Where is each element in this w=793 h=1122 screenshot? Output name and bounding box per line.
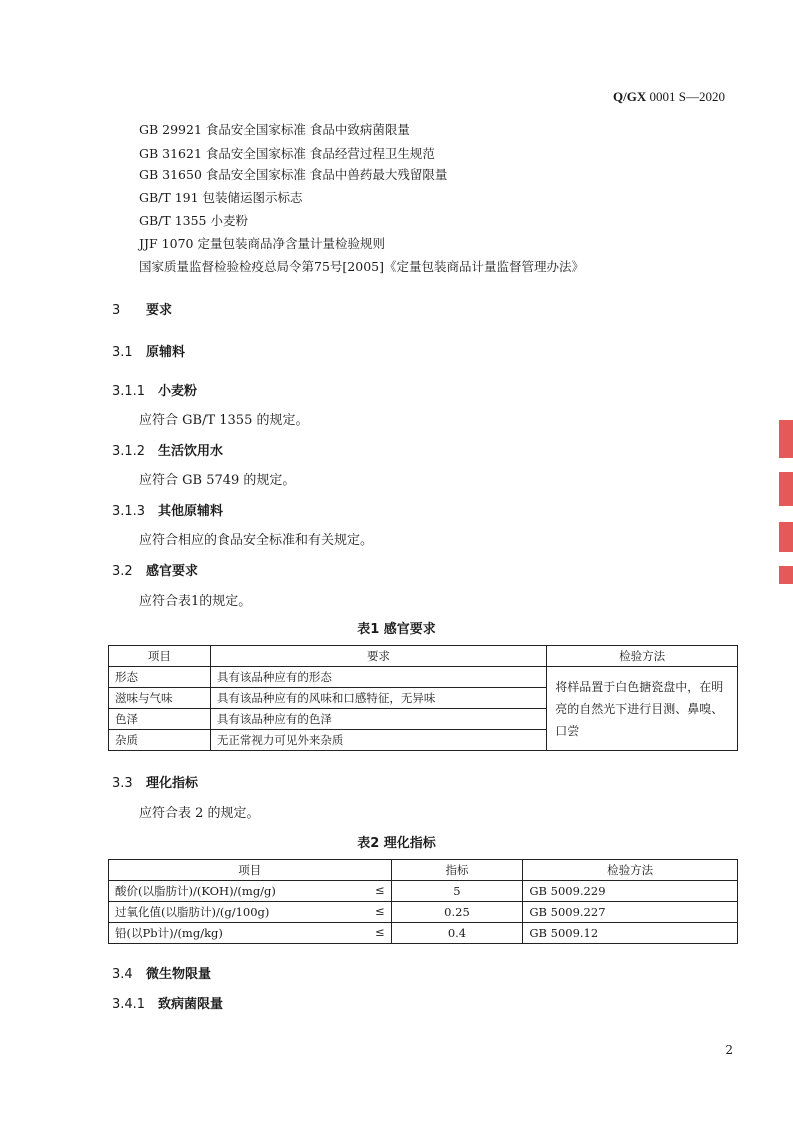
seal-stamp-fragment — [779, 472, 793, 506]
section-text: 应符合 GB/T 1355 的规定。 — [139, 413, 309, 428]
table-cell-method: GB 5009.229 — [523, 881, 738, 902]
section-heading-3-4-1: 3.4.1 致病菌限量 — [112, 997, 224, 1012]
table-header-row — [109, 860, 738, 881]
table1-caption: 表1 感官要求 — [357, 622, 436, 637]
seal-stamp-fragment — [779, 566, 793, 584]
document-code: Q/GX 0001 S—2020 — [613, 89, 725, 104]
section-text: 应符合表 2 的规定。 — [139, 806, 260, 821]
table-cell-item: 过氧化值(以脂肪计)/(g/100g) ≤ — [109, 902, 392, 923]
section-heading-3-2: 3.2 感官要求 — [112, 564, 199, 579]
page-number: 2 — [725, 1043, 733, 1057]
section-heading-3-1-1: 3.1.1 小麦粉 — [112, 384, 198, 399]
table-cell-item: 色泽 — [109, 709, 211, 730]
section-heading-3-1-3: 3.1.3 其他原辅料 — [112, 504, 224, 519]
table-cell-requirement: 具有该品种应有的形态 — [210, 667, 546, 688]
column-header: 检验方法 — [547, 646, 738, 667]
physicochemical-table — [108, 859, 738, 944]
table-cell-item: 滋味与气味 — [109, 688, 211, 709]
reference-item: 国家质量监督检验检疫总局令第75号[2005]《定量包装商品计量监督管理办法》 — [139, 259, 584, 274]
section-heading-3: 3 要求 — [112, 303, 173, 318]
section-heading-3-4: 3.4 微生物限量 — [112, 967, 212, 982]
table-header-row — [109, 646, 738, 667]
table-cell-requirement: 具有该品种应有的色泽 — [210, 709, 546, 730]
section-text: 应符合 GB 5749 的规定。 — [139, 473, 296, 488]
section-text: 应符合表1的规定。 — [139, 594, 252, 609]
reference-item: GB 31650 食品安全国家标准 食品中兽药最大残留限量 — [139, 167, 448, 182]
table-row — [109, 881, 738, 902]
table-cell-value: 0.4 — [391, 923, 523, 944]
reference-item: GB/T 191 包装储运图示标志 — [139, 190, 303, 205]
reference-item: JJF 1070 定量包装商品净含量计量检验规则 — [139, 236, 385, 251]
seal-stamp-fragment — [779, 420, 793, 458]
table-cell-value: 5 — [391, 881, 523, 902]
table-cell-method: GB 5009.12 — [523, 923, 738, 944]
reference-item: GB 29921 食品安全国家标准 食品中致病菌限量 — [139, 122, 410, 137]
column-header: 项目 — [109, 646, 211, 667]
table-cell-requirement: 无正常视力可见外来杂质 — [210, 730, 546, 751]
section-text: 应符合相应的食品安全标准和有关规定。 — [139, 533, 374, 548]
section-heading-3-3: 3.3 理化指标 — [112, 776, 199, 791]
column-header: 指标 — [391, 860, 523, 881]
table-row — [109, 902, 738, 923]
table-cell-item: 形态 — [109, 667, 211, 688]
reference-item: GB/T 1355 小麦粉 — [139, 213, 248, 228]
section-heading-3-1-2: 3.1.2 生活饮用水 — [112, 444, 224, 459]
column-header: 要求 — [210, 646, 546, 667]
section-heading-3-1: 3.1 原辅料 — [112, 345, 186, 360]
table-cell-item: 铅(以Pb计)/(mg/kg) ≤ — [109, 923, 392, 944]
table-cell-item: 酸价(以脂肪计)/(KOH)/(mg/g) ≤ — [109, 881, 392, 902]
table2-caption: 表2 理化指标 — [357, 836, 436, 851]
table-row — [109, 667, 738, 688]
table-cell-method: 将样品置于白色搪瓷盘中，在明亮的自然光下进行目测、鼻嗅、口尝 — [547, 667, 738, 751]
column-header: 项目 — [109, 860, 392, 881]
seal-stamp-fragment — [779, 522, 793, 552]
sensory-table — [108, 645, 738, 751]
reference-item: GB 31621 食品安全国家标准 食品经营过程卫生规范 — [139, 146, 435, 161]
table-cell-requirement: 具有该品种应有的风味和口感特征，无异味 — [210, 688, 546, 709]
table-cell-item: 杂质 — [109, 730, 211, 751]
table-row — [109, 923, 738, 944]
table-cell-value: 0.25 — [391, 902, 523, 923]
column-header: 检验方法 — [523, 860, 738, 881]
table-cell-method: GB 5009.227 — [523, 902, 738, 923]
